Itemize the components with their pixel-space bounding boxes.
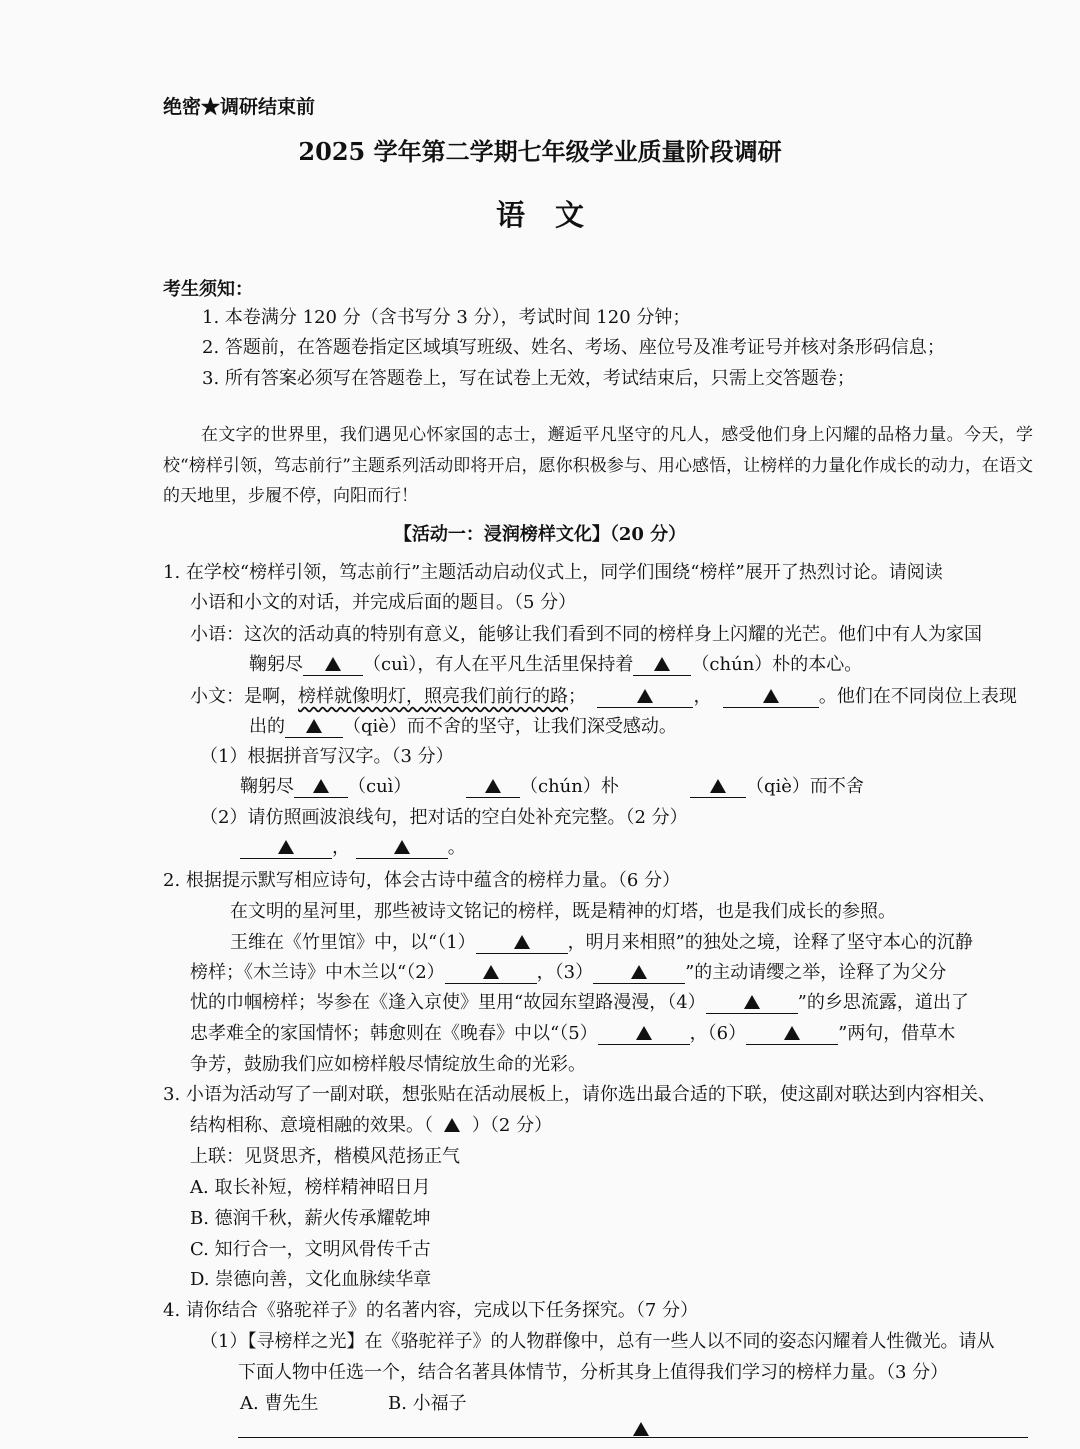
q2-line2-a: 榜样；《木兰诗》中木兰以“（2） [190,962,445,983]
q2-line1-b: ，明月来相照”的独处之境，诠释了坚守本心的沉静 [567,932,973,953]
q4-option-b[interactable]: B. 小福子 [388,1393,467,1414]
answer-triangle-icon [514,935,530,949]
activity-1-heading: 【活动一：浸润榜样文化】（20 分） [393,524,687,545]
q1-xiaowen-text-c: ， [693,686,712,707]
q3-option-c[interactable]: C. 知行合一，文明风骨传千古 [190,1239,431,1260]
blank-qie[interactable] [285,717,343,738]
q2-line3-a: 忧的巾帼榜样；岑参在《逢入京使》里用“故园东望路漫漫，（4） [190,992,706,1013]
answer-triangle-icon [485,779,501,793]
notice-item-3: 3. 所有答案必须写在答题卷上，写在试卷上无效，考试结束后，只需上交答题卷； [202,368,855,389]
q2-line4-b: ，（6） [689,1023,747,1044]
q4-stem: 4. 请你结合《骆驼祥子》的名著内容，完成以下任务探究。（7 分） [163,1300,699,1321]
q1-sub-1-answers [240,772,411,798]
confidential-label: 绝密★调研结束前 [163,96,316,118]
q1-xiaoyu-line-2 [249,650,862,676]
answer-blank-imitate-2[interactable] [356,838,448,859]
q2-line3-b: ”的乡思流露，道出了 [797,992,969,1013]
answer-triangle-icon [394,840,410,854]
q1-xiaoyu-text-b: （cuì），有人在平凡生活里保持着 [363,654,634,675]
q1-xiaoyu-text-a: 鞠躬尽 [249,654,303,675]
q1-xiaowen-text-f: （qiè）而不舍的坚守，让我们深受感动。 [343,716,677,737]
poem-blank-6[interactable] [746,1024,838,1045]
wavy-underlined-sentence: 榜样就像明灯，照亮我们前行的路 [298,686,568,707]
q3-stem-line-1: 3. 小语为活动写了一副对联，想张贴在活动展板上，请你选出最合适的下联，使这副对联达到内容相关、 [163,1084,996,1105]
answer-blank-qie[interactable] [690,777,746,798]
answer-triangle-icon [306,719,322,733]
q3-option-a[interactable]: A. 取长补短，榜样精神昭日月 [190,1177,431,1198]
q2-line4-c: ”两句，借草木 [838,1023,956,1044]
blank-chun[interactable] [633,655,691,676]
q1-sub1-b: （cuì） [348,776,412,797]
answer-triangle-icon [654,657,670,671]
poem-blank-1[interactable] [476,933,568,954]
q2-line-3 [190,988,969,1014]
answer-triangle-icon [763,689,779,703]
q1-sub2-separator: ， [332,837,350,858]
answer-triangle-icon [483,965,499,979]
answer-triangle-icon [325,657,341,671]
q1-sub-1-chun [466,772,619,798]
q3-option-b[interactable]: B. 德润千秋，薪火传承耀乾坤 [190,1208,431,1229]
q2-line-4 [190,1019,955,1045]
q3-stem2-b: ）（2 分） [471,1115,553,1136]
answer-triangle-icon [636,1026,652,1040]
q1-stem-line-2: 小语和小文的对话，并完成后面的题目。（5 分） [190,592,577,613]
q1-xiaoyu-text-c: （chún）朴的本心。 [691,654,863,675]
answer-triangle-icon [637,689,653,703]
answer-triangle-icon [313,779,329,793]
q2-line4-a: 忠孝难全的家国情怀；韩愈则在《晚春》中以“（5） [190,1023,598,1044]
q1-xiaowen-text-d: 。他们在不同岗位上表现 [818,686,1017,707]
q1-xiaowen-line-1 [190,682,1017,708]
q2-stem: 2. 根据提示默写相应诗句，体会古诗中蕴含的榜样力量。（6 分） [163,870,681,891]
answer-triangle-icon [278,840,294,854]
blank-imitate-2[interactable] [723,687,819,708]
q1-sub1-a: 鞠躬尽 [240,776,294,797]
subject-title: 语文 [495,198,614,232]
poem-blank-3[interactable] [593,963,685,984]
q1-sub-2-answers [240,833,466,859]
blank-imitate-1[interactable] [597,687,693,708]
q1-xiaowen-text-b: ； [568,686,586,707]
answer-line[interactable] [238,1437,1028,1438]
q1-xiaowen-text-e: 出的 [249,716,285,737]
exam-title: 2025 学年第二学期七年级学业质量阶段调研 [298,137,782,166]
q1-sub-1-qie [690,772,864,798]
notice-heading: 考生须知： [163,279,253,300]
q1-xiaowen-text-a: 小文：是啊， [190,686,298,707]
poem-blank-4[interactable] [706,993,798,1014]
q1-sub1-c: （chún）朴 [520,776,619,797]
q3-option-d[interactable]: D. 崇德向善，文化血脉续华章 [190,1269,432,1290]
q3-stem-line-2 [190,1111,552,1137]
answer-triangle-icon[interactable] [444,1118,460,1132]
answer-blank-cui[interactable] [294,777,348,798]
q3-upper-couplet: 上联：见贤思齐，楷模风范扬正气 [190,1146,460,1167]
q1-xiaowen-line-2 [249,712,677,738]
q2-line-2 [190,958,946,984]
answer-blank-imitate-1[interactable] [240,838,332,859]
q2-line-5: 争芳，鼓励我们应如榜样般尽情绽放生命的光彩。 [190,1054,586,1075]
q1-sub2-end: 。 [447,837,466,858]
q2-line2-c: ”的主动请缨之举，诠释了为父分 [685,962,947,983]
q2-para-1: 在文明的星河里，那些被诗文铭记的榜样，既是精神的灯塔，也是我们成长的参照。 [230,901,896,922]
blank-cui[interactable] [303,655,363,676]
answer-blank-chun[interactable] [466,777,520,798]
answer-triangle-icon [744,995,760,1009]
q2-line-1 [230,928,973,954]
q2-line2-b: ，（3） [536,962,594,983]
notice-item-2: 2. 答题前，在答题卷指定区域填写班级、姓名、考场、座位号及准考证号并核对条形码信息； [202,337,945,358]
intro-paragraph: 在文字的世界里，我们遇见心怀家国的志士，邂逅平凡坚守的凡人，感受他们身上闪耀的品格力量。今天，学校“榜样引领，笃志前行”主题系列活动即将开启，愿你积极参与、用心感悟，让榜样的力量化作成长的动力，在语文的天地里，步履不停，向阳而行！ [163,425,1033,506]
q1-xiaoyu-line-1: 小语：这次的活动真的特别有意义，能够让我们看到不同的榜样身上闪耀的光芒。他们中有人为家国 [190,624,982,645]
poem-blank-5[interactable] [598,1024,690,1045]
notice-item-1: 1. 本卷满分 120 分（含书写分 3 分），考试时间 120 分钟； [202,307,691,328]
q2-line1-a: 王维在《竹里馆》中，以“（1） [230,932,476,953]
q1-stem-line-1: 1. 在学校“榜样引领，笃志前行”主题活动启动仪式上，同学们围绕“榜样”展开了热烈讨论。请阅读 [163,562,943,583]
q1-sub1-d: （qiè）而不舍 [746,776,864,797]
poem-blank-2[interactable] [445,963,537,984]
q4-option-a[interactable]: A. 曹先生 [240,1393,319,1414]
answer-triangle-icon [710,779,726,793]
q1-sub-2: （2）请仿照画波浪线句，把对话的空白处补充完整。（2 分） [200,807,688,828]
answer-triangle-icon [631,965,647,979]
answer-triangle-icon [784,1026,800,1040]
q3-stem2-a: 结构相称、意境相融的效果。（ [190,1115,433,1136]
q4-sub-1-line-1: （1）【寻榜样之光】在《骆驼祥子》的人物群像中，总有一些人以不同的姿态闪耀着人性微光。请从 [200,1331,995,1352]
q4-sub-1-line-2: 下面人物中任选一个，结合名著具体情节，分析其身上值得我们学习的榜样力量。（3 分） [238,1362,949,1383]
q1-sub-1: （1）根据拼音写汉字。（3 分） [200,746,454,767]
answer-triangle-icon [633,1422,649,1436]
